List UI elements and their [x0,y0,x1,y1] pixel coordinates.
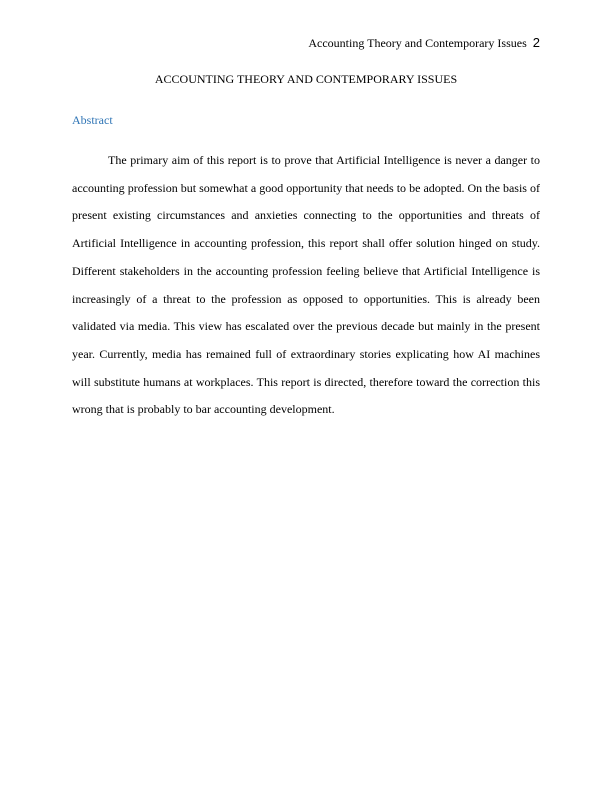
page-number: 2 [532,35,540,50]
running-head-text: Accounting Theory and Contemporary Issues [308,36,527,50]
running-head [308,35,540,51]
abstract-heading: Abstract [72,113,113,127]
document-title: ACCOUNTING THEORY AND CONTEMPORARY ISSUES [154,72,458,86]
abstract-paragraph: The primary aim of this report is to prove that Artificial Intelligence is never a danger to accounting profession but somewhat a good opportunity that needs to be adopted. On the basis of present existing circumstances and anxieties connecting to the opportunities and threats of Artificial Intelligence in accounting profession, this report shall offer solution hinged on study. Different stakeholders in the accounting profession feeling believe that Artificial Intelligence is increasingly of a threat to the profession as opposed to opportunities. This is already been validated via media. This view has escalated over the previous decade but mainly in the present year. Currently, media has remained full of extraordinary stories explicating how AI machines will substitute humans at workplaces. This report is directed, therefore toward the correction this wrong that is probably to bar accounting development. [72,153,540,417]
